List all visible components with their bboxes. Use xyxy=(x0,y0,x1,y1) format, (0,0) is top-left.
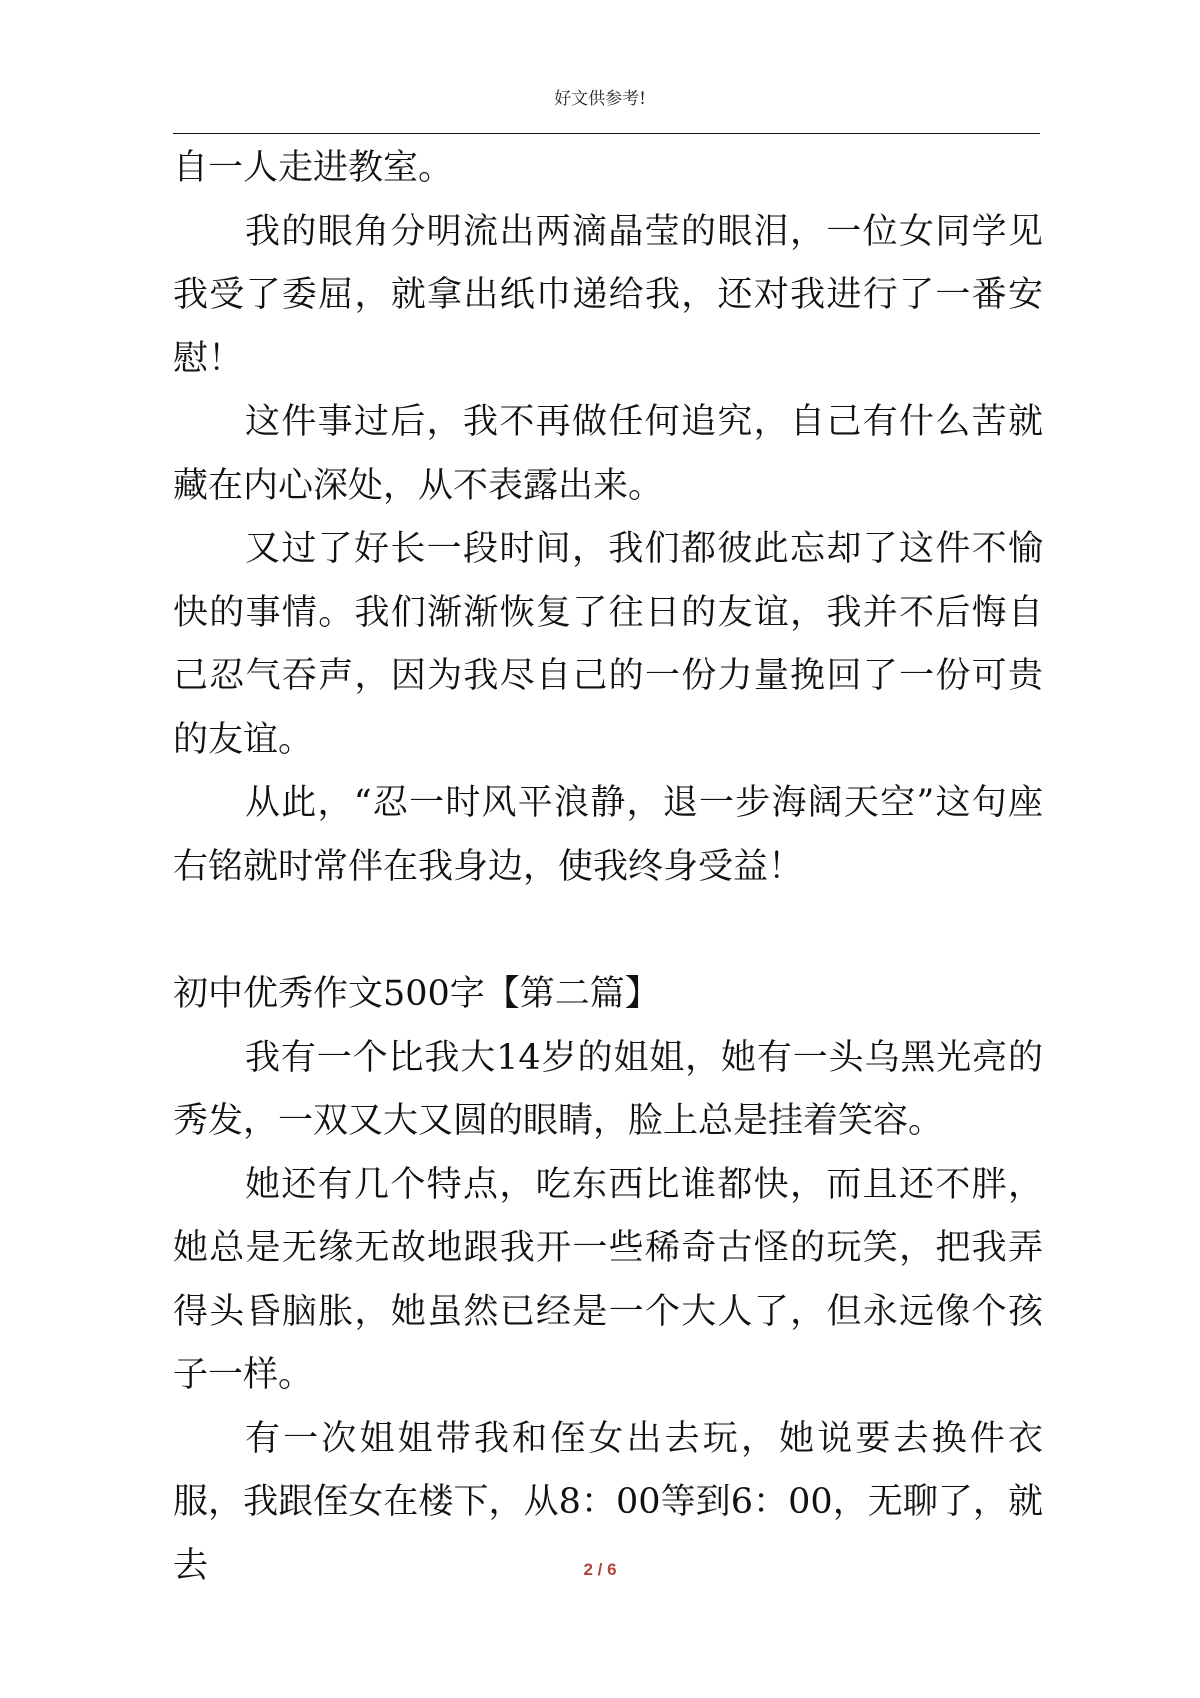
header-divider xyxy=(173,133,1040,134)
page-header: 好文供参考! xyxy=(554,89,646,109)
paragraph: 有一次姐姐带我和侄女出去玩，她说要去换件衣服，我跟侄女在楼下，从8：00等到6：00，无聊了，就去 xyxy=(173,1418,1043,1586)
section-heading: 初中优秀作文500字【第二篇】 xyxy=(173,974,660,1014)
paragraph: 这件事过后，我不再做任何追究，自己有什么苦就藏在内心深处，从不表露出来。 xyxy=(173,402,1043,506)
paragraph: 我的眼角分明流出两滴晶莹的眼泪，一位女同学见我受了委屈，就拿出纸巾递给我，还对我进行了一番安慰！ xyxy=(173,211,1043,379)
page-number: 2 / 6 xyxy=(583,1560,617,1579)
paragraph: 从此，“忍一时风平浪静，退一步海阔天空”这句座右铭就时常伴在我身边，使我终身受益！ xyxy=(173,783,1043,887)
document-body xyxy=(173,137,1043,1598)
paragraph: 我有一个比我大14岁的姐姐，她有一头乌黑光亮的秀发，一双又大又圆的眼睛，脸上总是挂着笑容。 xyxy=(173,1037,1043,1141)
paragraph: 她还有几个特点，吃东西比谁都快，而且还不胖，她总是无缘无故地跟我开一些稀奇古怪的玩笑，把我弄得头昏脑胀，她虽然已经是一个大人了，但永远像个孩子一样。 xyxy=(173,1164,1043,1395)
section-spacer xyxy=(173,899,1043,963)
paragraph: 又过了好长一段时间，我们都彼此忘却了这件不愉快的事情。我们渐渐恢复了往日的友谊，我并不后悔自己忍气吞声，因为我尽自己的一份力量挽回了一份可贵的友谊。 xyxy=(173,529,1043,760)
paragraph-continuation: 自一人走进教室。 xyxy=(173,148,454,188)
